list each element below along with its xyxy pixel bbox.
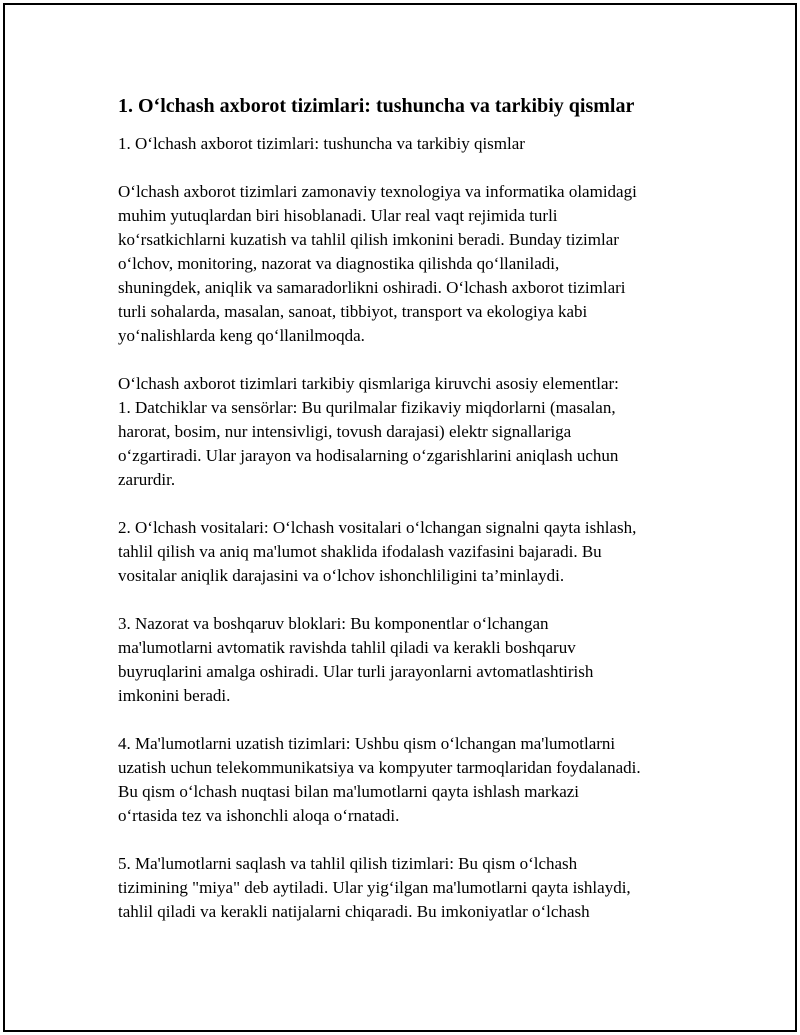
paragraph-elements-5: [118, 852, 698, 924]
text-line: 5. Ma'lumotlarni saqlash va tahlil qilish tizimlari: Bu qism o‘lchash: [118, 854, 578, 873]
text-line: Bu qism o‘lchash nuqtasi bilan ma'lumotlarni qayta ishlash markazi: [118, 782, 580, 801]
text-line: O‘lchash axborot tizimlari zamonaviy texnologiya va informatika olamidagi: [118, 182, 637, 201]
text-line: 3. Nazorat va boshqaruv bloklari: Bu komponentlar o‘lchangan: [118, 614, 549, 633]
text-line: O‘lchash axborot tizimlari tarkibiy qismlariga kiruvchi asosiy elementlar:: [118, 374, 619, 393]
document-heading: 1. O‘lchash axborot tizimlari: tushuncha va tarkibiy qismlar: [118, 95, 635, 117]
paragraph-elements-4: [118, 732, 698, 828]
text-line: buyruqlarini amalga oshiradi. Ular turli jarayonlarni avtomatlashtirish: [118, 662, 594, 681]
text-line: tizimining "miya" deb aytiladi. Ular yig‘ilgan ma'lumotlarni qayta ishlaydi,: [118, 878, 631, 897]
paragraph-intro: [118, 180, 698, 348]
text-line: 4. Ma'lumotlarni uzatish tizimlari: Ushbu qism o‘lchangan ma'lumotlarni: [118, 734, 616, 753]
text-line: o‘lchov, monitoring, nazorat va diagnostika qilishda qo‘llaniladi,: [118, 254, 560, 273]
text-line: vositalar aniqlik darajasini va o‘lchov ishonchliligini ta’minlaydi.: [118, 566, 565, 585]
text-line: 2. O‘lchash vositalari: O‘lchash vositalari o‘lchangan signalni qayta ishlash,: [118, 518, 637, 537]
text-line: harorat, bosim, nur intensivligi, tovush darajasi) elektr signallariga: [118, 422, 572, 441]
paragraph-elements-2: [118, 516, 698, 588]
paragraph-title-repeat: [118, 132, 698, 156]
text-line: 1. Datchiklar va sensörlar: Bu qurilmalar fizikaviy miqdorlarni (masalan,: [118, 398, 616, 417]
text-line: yo‘nalishlarda keng qo‘llanilmoqda.: [118, 326, 365, 345]
text-line: tahlil qilish va aniq ma'lumot shaklida ifodalash vazifasini bajaradi. Bu: [118, 542, 602, 561]
text-line: tahlil qiladi va kerakli natijalarni chiqaradi. Bu imkoniyatlar o‘lchash: [118, 902, 590, 921]
text-line: muhim yutuqlardan biri hisoblanadi. Ular real vaqt rejimida turli: [118, 206, 558, 225]
text-line: 1. O‘lchash axborot tizimlari: tushuncha va tarkibiy qismlar: [118, 134, 525, 153]
text-line: turli sohalarda, masalan, sanoat, tibbiyot, transport va ekologiya kabi: [118, 302, 588, 321]
text-line: ma'lumotlarni avtomatik ravishda tahlil qiladi va kerakli boshqaruv: [118, 638, 576, 657]
text-line: ko‘rsatkichlarni kuzatish va tahlil qilish imkonini beradi. Bunday tizimlar: [118, 230, 619, 249]
text-line: uzatish uchun telekommunikatsiya va kompyuter tarmoqlaridan foydalanadi.: [118, 758, 641, 777]
text-line: shuningdek, aniqlik va samaradorlikni oshiradi. O‘lchash axborot tizimlari: [118, 278, 626, 297]
text-line: o‘zgartiradi. Ular jarayon va hodisalarning o‘zgarishlarini aniqlash uchun: [118, 446, 619, 465]
paragraph-elements-3: [118, 612, 698, 708]
text-line: zarurdir.: [118, 470, 176, 489]
paragraph-elements-1: [118, 372, 698, 492]
text-line: imkonini beradi.: [118, 686, 231, 705]
text-line: o‘rtasida tez va ishonchli aloqa o‘rnatadi.: [118, 806, 400, 825]
document-body: [118, 92, 698, 948]
